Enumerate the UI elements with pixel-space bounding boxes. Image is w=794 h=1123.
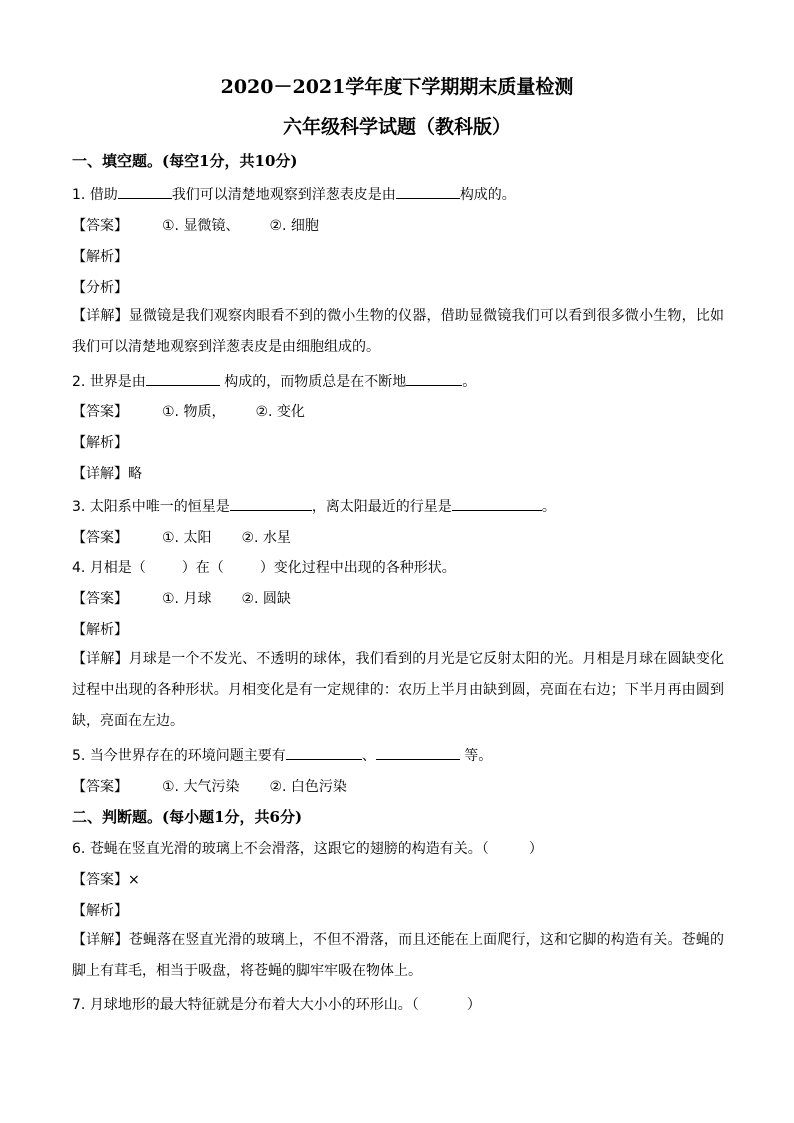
question-text: 月相是（: [89, 560, 146, 576]
question-7: [72, 994, 481, 1014]
explanation-4: 【详解】月球是一个不发光、不透明的球体，我们看到的月光是它反射太阳的光。月相是月球在圆缺变化过程中出现的各种形状。月相变化是有一定规律的：农历上半月由缺到圆，亮面在右边；下半月再由圆到缺，亮面在左边。: [72, 651, 724, 729]
answer-option: ①. 月球: [162, 591, 212, 607]
question-text: 。: [462, 374, 477, 390]
question-1: [72, 184, 516, 204]
analysis-label: 【解析】: [72, 435, 128, 451]
explanation-1: 【详解】显微镜是我们观察肉眼看不到的微小生物的仪器，借助显微镜我们可以看到很多微小生物，比如我们可以清楚地观察到洋葱表皮是由细胞组成的。: [72, 308, 724, 355]
question-number: 5.: [72, 748, 86, 764]
question-text: ，离太阳最近的行星是: [311, 499, 452, 515]
breakdown-label: 【分析】: [72, 280, 128, 296]
answer-label: 【答案】: [72, 218, 128, 234]
question-number: 3.: [72, 499, 86, 515]
explanation-2: 【详解】略: [72, 466, 142, 482]
analysis-label: 【解析】: [72, 249, 128, 265]
question-text: 太阳系中唯一的恒星是: [89, 499, 230, 515]
answer-option: ②. 变化: [255, 404, 305, 420]
question-text: 构成的。: [459, 187, 516, 203]
answer-blank: [286, 745, 362, 760]
explanation-6: 【详解】苍蝇落在竖直光滑的玻璃上，不但不滑落，而且还能在上面爬行，这和它脚的构造有关。苍蝇的脚上有茸毛，相当于吸盘，将苍蝇的脚牢牢吸在物体上。: [72, 932, 724, 979]
answer-option: ②. 白色污染: [269, 779, 347, 795]
answer-label: 【答案】: [72, 530, 128, 546]
question-text: ）在（: [181, 560, 224, 576]
answer-blank: [376, 745, 460, 760]
answer-line-2: [72, 401, 335, 421]
question-text: ）变化过程中出现的各种形状。: [259, 560, 456, 576]
question-text: 当今世界存在的环境问题主要有: [89, 748, 286, 764]
answer-option: ②. 水星: [241, 530, 291, 546]
answer-label: 【答案】: [72, 404, 128, 420]
answer-option: ②. 圆缺: [241, 591, 291, 607]
analysis-label: 【解析】: [72, 903, 128, 919]
question-number: 2.: [72, 374, 86, 390]
question-6: [72, 838, 543, 858]
question-text: 。: [541, 499, 556, 515]
answer-label: 【答案】: [72, 779, 128, 795]
question-3: [72, 496, 556, 516]
document-title: 2020－2021学年度下学期期末质量检测: [220, 76, 574, 98]
answer-label: 【答案】: [72, 591, 128, 607]
answer-option: ②. 细胞: [269, 218, 319, 234]
answer-line-1: [72, 215, 349, 235]
question-text: 借助: [89, 187, 118, 203]
question-5: [72, 745, 492, 765]
question-number: 6.: [72, 841, 86, 857]
answer-option: ①. 显微镜、: [162, 218, 240, 234]
question-text: 构成的，而物质总是在不断地: [219, 374, 407, 390]
question-number: 4.: [72, 560, 86, 576]
answer-blank: [396, 184, 460, 199]
answer-option: ①. 太阳: [162, 530, 212, 546]
question-2: [72, 371, 476, 391]
document-subtitle: 六年级科学试题（教科版）: [282, 116, 511, 138]
answer-blank: [118, 184, 172, 199]
answer-option: ①. 物质，: [162, 404, 226, 420]
question-text: 月球地形的最大特征就是分布着大大小小的环形山。（: [89, 997, 419, 1013]
answer-blank: [146, 371, 220, 386]
answer-option: ①. 大气污染: [162, 779, 240, 795]
question-number: 7.: [72, 997, 86, 1013]
question-text: 世界是由: [89, 374, 146, 390]
analysis-label: 【解析】: [72, 622, 128, 638]
answer-blank: [230, 496, 312, 511]
answer-line-5: [72, 776, 377, 796]
answer-line-3: [72, 527, 321, 547]
answer-line-6: 【答案】×: [72, 872, 140, 888]
question-number: 1.: [72, 187, 86, 203]
answer-blank: [452, 496, 542, 511]
question-text: ）: [528, 841, 543, 857]
answer-blank: [406, 371, 462, 386]
section-heading-fill-in: 一、填空题。(每空1分，共10分): [72, 152, 298, 170]
answer-line-4: [72, 588, 321, 608]
question-text: 、: [361, 748, 376, 764]
question-text: 我们可以清楚地观察到洋葱表皮是由: [171, 187, 396, 203]
section-heading-true-false: 二、判断题。(每小题1分，共6分): [72, 808, 303, 826]
question-text: ）: [466, 997, 481, 1013]
question-4: [72, 557, 456, 577]
question-text: 等。: [459, 748, 493, 764]
question-text: 苍蝇在竖直光滑的玻璃上不会滑落，这跟它的翅膀的构造有关。（: [89, 841, 489, 857]
